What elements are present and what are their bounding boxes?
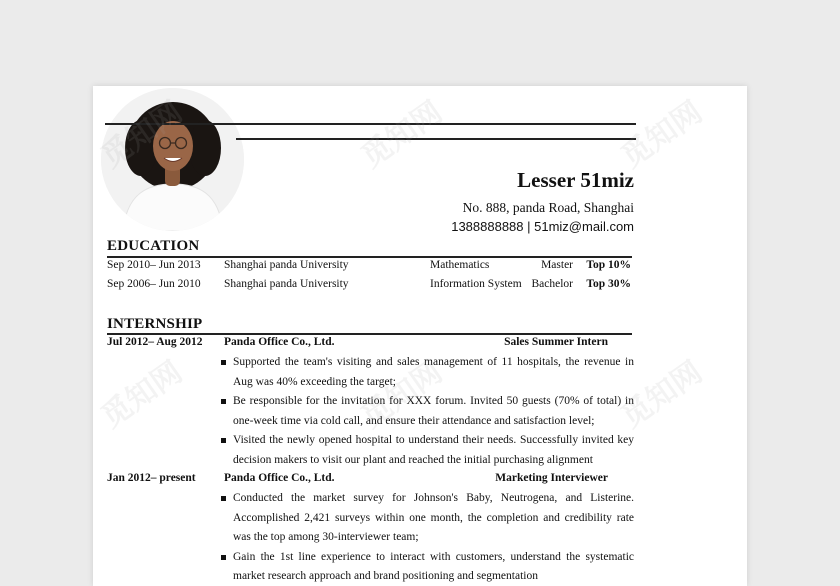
candidate-name: Lesser 51miz	[517, 168, 634, 193]
header-rule-bottom	[236, 138, 636, 140]
bullet-icon	[221, 496, 226, 501]
bullet-text: Visited the newly opened hospital to understand their needs. Successfully invited key decision makers to visit our plant and reached the initial purchasing alignment	[233, 434, 634, 466]
edu-school: Shanghai panda University	[224, 259, 349, 271]
job-date: Jan 2012– present	[107, 472, 196, 484]
job-company: Panda Office Co., Ltd.	[224, 472, 335, 484]
job-role: Marketing Interviewer	[495, 472, 608, 484]
job-company: Panda Office Co., Ltd.	[224, 336, 335, 348]
job-date: Jul 2012– Aug 2012	[107, 336, 203, 348]
edu-major: Mathematics	[430, 259, 489, 271]
internship-rule	[107, 333, 632, 335]
bullet-icon	[221, 360, 226, 365]
header-rule-top	[105, 123, 636, 125]
job-header	[107, 336, 633, 352]
resume-page	[93, 86, 747, 586]
job-role: Sales Summer Intern	[504, 336, 608, 348]
education-row	[107, 259, 633, 275]
profile-photo	[101, 88, 244, 231]
edu-major: Information System	[430, 278, 522, 290]
edu-rank: Top 30%	[586, 278, 631, 290]
edu-degree: Bachelor	[531, 278, 573, 290]
edu-degree: Master	[541, 259, 573, 271]
bullet-icon	[221, 399, 226, 404]
education-row	[107, 278, 633, 294]
job-header	[107, 472, 633, 488]
bullet-icon	[221, 555, 226, 560]
list-item	[219, 431, 634, 470]
portrait-illustration	[101, 88, 244, 231]
edu-date: Sep 2010– Jun 2013	[107, 259, 201, 271]
list-item	[219, 392, 634, 431]
bullet-text: Supported the team's visiting and sales management of 11 hospitals, the revenue in Aug was 40% exceeding the target;	[233, 356, 634, 388]
edu-school: Shanghai panda University	[224, 278, 349, 290]
education-rule	[107, 256, 632, 258]
edu-rank: Top 10%	[586, 259, 631, 271]
list-item	[219, 353, 634, 392]
list-item	[219, 489, 634, 548]
job-bullet-list	[219, 353, 634, 470]
address: No. 888, panda Road, Shanghai	[463, 200, 634, 216]
bullet-icon	[221, 438, 226, 443]
bullet-text: Be responsible for the invitation for XXX forum. Invited 50 guests (70% of total) in one-week time via cold call, and ensure their attendance and satisfaction level;	[233, 395, 634, 427]
bullet-text: Gain the 1st line experience to interact with customers, understand the systematic market research approach and brand positioning and segmentation	[233, 551, 634, 583]
list-item	[219, 548, 634, 586]
bullet-text: Conducted the market survey for Johnson's Baby, Neutrogena, and Listerine. Accomplished 2,421 surveys within one month, the completion and credibility rate was the top among 30-interviewer team;	[233, 492, 634, 543]
job-bullet-list	[219, 489, 634, 586]
education-heading: EDUCATION	[107, 238, 199, 255]
contact-info: 1388888888 | 51miz@mail.com	[451, 219, 634, 234]
edu-date: Sep 2006– Jun 2010	[107, 278, 201, 290]
internship-heading: INTERNSHIP	[107, 316, 202, 333]
